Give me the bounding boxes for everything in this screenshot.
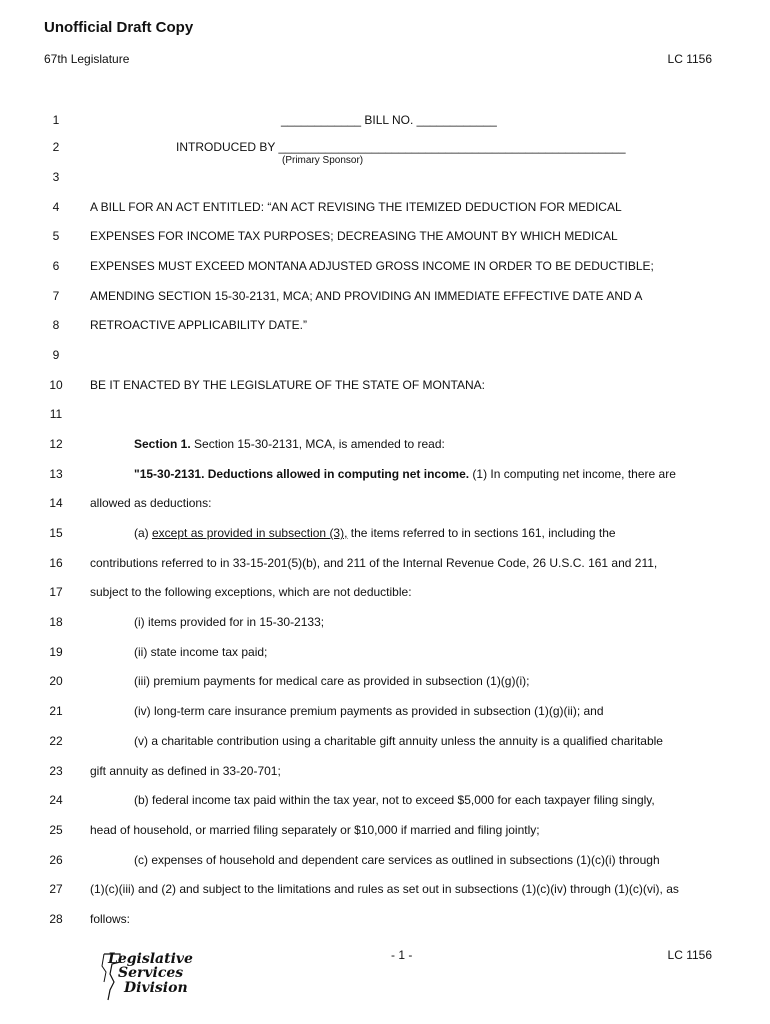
text-segment: Section 15-30-2131, MCA, is amended to read: [190, 437, 445, 451]
line-number: 23 [49, 764, 63, 778]
line-number: 8 [52, 318, 60, 332]
line-number: 27 [49, 882, 63, 896]
text-line: (ii) state income tax paid; [134, 645, 268, 659]
line-number: 5 [52, 229, 60, 243]
line-number: 16 [49, 556, 63, 570]
text-line: EXPENSES FOR INCOME TAX PURPOSES; DECREASING THE AMOUNT BY WHICH MEDICAL [90, 229, 618, 243]
lc-number-header: LC 1156 [667, 52, 712, 66]
line-number: 1 [52, 113, 60, 127]
legislature-label: 67th Legislature [44, 52, 130, 66]
statute-heading-line [134, 467, 676, 481]
text-line: contributions referred to in 33-15-201(5)(b), and 211 of the Internal Revenue Code, 26 U.S.C. 161 and 211, [90, 556, 658, 570]
section-heading-line [134, 437, 445, 451]
subsection-a-line [134, 526, 616, 540]
line-number: 11 [49, 407, 63, 421]
text-line: follows: [90, 912, 131, 926]
text-line: head of household, or married filing separately or $10,000 if married and filing jointly; [90, 823, 540, 837]
line-number: 10 [49, 378, 63, 392]
line-number: 15 [49, 526, 63, 540]
text-line: (i) items provided for in 15-30-2133; [134, 615, 325, 629]
bill-number-line: ____________ BILL NO. ____________ [281, 113, 497, 127]
text-line: gift annuity as defined in 33-20-701; [90, 764, 281, 778]
text-line: (1)(c)(iii) and (2) and subject to the limitations and rules as set out in subsections (1)(c)(iv) through (1)(c)(vi), as [90, 882, 679, 896]
line-number: 14 [49, 496, 63, 510]
line-number: 19 [49, 645, 63, 659]
text-line: (iv) long-term care insurance premium payments as provided in subsection (1)(g)(ii); and [134, 704, 604, 718]
line-number: 4 [52, 200, 60, 214]
line-number: 26 [49, 853, 63, 867]
section-label: Section 1. [134, 437, 191, 451]
line-number: 2 [52, 140, 60, 154]
text-line: RETROACTIVE APPLICABILITY DATE.” [90, 318, 307, 332]
text-segment: (a) [134, 526, 152, 540]
logo-text: Legislative [108, 951, 193, 967]
text-line: EXPENSES MUST EXCEED MONTANA ADJUSTED GROSS INCOME IN ORDER TO BE DEDUCTIBLE; [90, 259, 654, 273]
page-number: - 1 - [391, 948, 413, 962]
document-title: Unofficial Draft Copy [44, 19, 194, 36]
logo-text: Services [118, 965, 184, 981]
introduced-by-line: INTRODUCED BY ____________________________________________________ [176, 140, 626, 154]
statute-heading: "15-30-2131. Deductions allowed in computing net income. [134, 467, 470, 481]
lc-number-footer: LC 1156 [667, 948, 712, 962]
line-number: 13 [49, 467, 63, 481]
line-number: 12 [49, 437, 63, 451]
legislative-services-division-logo [100, 952, 210, 1002]
line-number: 6 [52, 259, 60, 273]
logo-text: Division [124, 980, 188, 996]
line-number: 25 [49, 823, 63, 837]
primary-sponsor-label: (Primary Sponsor) [282, 155, 364, 166]
text-line: subject to the following exceptions, which are not deductible: [90, 585, 412, 599]
text-segment: the items referred to in sections 161, including the [347, 526, 616, 540]
text-line: A BILL FOR AN ACT ENTITLED: “AN ACT REVISING THE ITEMIZED DEDUCTION FOR MEDICAL [90, 200, 622, 214]
text-line: (b) federal income tax paid within the tax year, not to exceed $5,000 for each taxpayer filing singly, [134, 793, 655, 807]
text-segment: (1) In computing net income, there are [469, 467, 676, 481]
line-number: 9 [52, 348, 60, 362]
text-line: (iii) premium payments for medical care as provided in subsection (1)(g)(i); [134, 674, 530, 688]
text-line: AMENDING SECTION 15-30-2131, MCA; AND PROVIDING AN IMMEDIATE EFFECTIVE DATE AND A [90, 289, 643, 303]
line-number: 7 [52, 289, 60, 303]
text-line: (v) a charitable contribution using a charitable gift annuity unless the annuity is a qualified charitable [134, 734, 663, 748]
line-number: 17 [49, 585, 63, 599]
line-number: 24 [49, 793, 63, 807]
line-number: 22 [49, 734, 63, 748]
text-line: BE IT ENACTED BY THE LEGISLATURE OF THE STATE OF MONTANA: [90, 378, 485, 392]
text-line: allowed as deductions: [90, 496, 212, 510]
text-line: (c) expenses of household and dependent care services as outlined in subsections (1)(c)(i) through [134, 853, 660, 867]
line-number: 20 [49, 674, 63, 688]
inserted-text: except as provided in subsection (3), [152, 526, 348, 540]
line-number: 18 [49, 615, 63, 629]
line-number: 3 [52, 170, 60, 184]
line-number: 28 [49, 912, 63, 926]
line-number: 21 [49, 704, 63, 718]
